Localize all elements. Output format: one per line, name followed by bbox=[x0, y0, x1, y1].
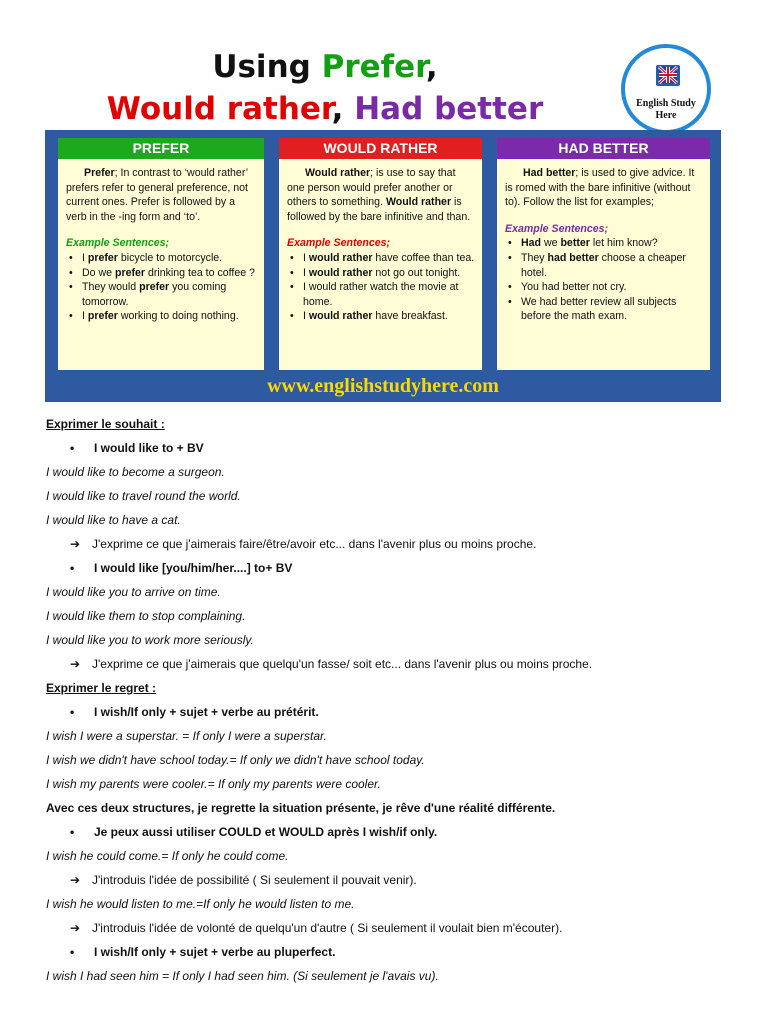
text-run: have breakfast. bbox=[372, 310, 448, 323]
rule-would-like-to: • I would like to + BV bbox=[70, 441, 204, 455]
text-run: I bbox=[303, 251, 309, 264]
note-line: ➔ J'exprime ce que j'aimerais que quelqu'un fasse/ soit etc... dans l'avenir plus ou moins proche. bbox=[70, 657, 593, 671]
text-run: let him know? bbox=[589, 237, 658, 250]
example-line: I wish he could come.= If only he could come. bbox=[46, 849, 289, 863]
list-item bbox=[66, 280, 258, 309]
list-item bbox=[287, 309, 476, 324]
text-run: I bbox=[82, 310, 88, 323]
bullet-icon: • bbox=[70, 825, 75, 839]
summary-line: Avec ces deux structures, je regrette la situation présente, je rêve d'une réalité différente. bbox=[46, 801, 556, 815]
text-run: Do we bbox=[82, 266, 115, 279]
text-run: you coming tomorrow. bbox=[82, 281, 227, 308]
title-comma-2: , bbox=[331, 91, 355, 127]
example-line: I would like to travel round the world. bbox=[46, 489, 241, 503]
text-run: We had better review all subjects before the math exam. bbox=[521, 295, 677, 323]
card-would-rather-examples bbox=[287, 251, 476, 324]
example-line: I wish I were a superstar. = If only I were a superstar. bbox=[46, 729, 327, 743]
example-line: I wish my parents were cooler.= If only my parents were cooler. bbox=[46, 777, 381, 791]
arrow-right-icon: ➔ bbox=[70, 657, 81, 671]
website-url: www.englishstudyhere.com bbox=[267, 375, 499, 397]
logo-text bbox=[625, 98, 707, 122]
list-item bbox=[66, 251, 258, 266]
text-run: I bbox=[303, 266, 309, 279]
title-would-rather: Would rather bbox=[106, 91, 332, 127]
book-flag-icon bbox=[655, 62, 681, 88]
text-run: ; In contrast to ‘would rather’ prefers refer to general preference, not current ones. Prefer is followed by a verb in the -ing form and ‘to’. bbox=[66, 167, 248, 223]
note-line: ➔ J'introduis l'idée de volonté de quelqu'un d'autre ( Si seulement il voulait bien m'écouter). bbox=[70, 921, 563, 935]
text-run: is followed by the bare infinitive and than. bbox=[287, 196, 471, 223]
example-line: I would like them to stop complaining. bbox=[46, 609, 246, 623]
card-would-rather-examples-heading: Example Sentences; bbox=[287, 237, 391, 250]
emphasis-text: prefer bbox=[87, 251, 118, 264]
text-run: I would rather watch the movie at home. bbox=[303, 281, 459, 308]
bullet-icon: • bbox=[70, 945, 75, 959]
emphasis-text: Had better bbox=[523, 167, 576, 179]
emphasis-text: Prefer bbox=[84, 167, 115, 179]
bullet-icon: • bbox=[70, 705, 75, 719]
heading-souhait: Exprimer le souhait : bbox=[46, 417, 165, 431]
example-line: I would like you to arrive on time. bbox=[46, 585, 221, 599]
card-would-rather-intro bbox=[287, 166, 476, 224]
emphasis-text: would rather bbox=[308, 251, 373, 264]
card-prefer-intro bbox=[66, 166, 258, 224]
example-line: I wish we didn't have school today.= If only we didn't have school today. bbox=[46, 753, 425, 767]
logo-text-line-2: Here bbox=[655, 110, 677, 121]
title-comma-1: , bbox=[425, 49, 438, 85]
card-had-better-title: HAD BETTER bbox=[497, 138, 710, 159]
emphasis-text: Had bbox=[521, 237, 542, 250]
list-item bbox=[505, 295, 704, 324]
card-prefer-title: PREFER bbox=[58, 138, 264, 159]
arrow-right-icon: ➔ bbox=[70, 873, 81, 887]
emphasis-text: prefer bbox=[114, 266, 146, 279]
example-line: I would like you to work more seriously. bbox=[46, 633, 254, 647]
example-line: I would like to have a cat. bbox=[46, 513, 181, 527]
text-run: They bbox=[521, 251, 548, 264]
note-line: ➔ J'exprime ce que j'aimerais faire/être/avoir etc... dans l'avenir plus ou moins proche. bbox=[70, 537, 537, 551]
rule-wish-preterit: • I wish/If only + sujet + verbe au prétérit. bbox=[70, 705, 319, 719]
list-item bbox=[505, 251, 704, 280]
text-run: ; is use to say that one person would prefer another or others to something. bbox=[287, 167, 456, 209]
card-had-better bbox=[497, 138, 710, 370]
text-run: not go out tonight. bbox=[372, 266, 461, 279]
title-prefer: Prefer bbox=[321, 49, 426, 85]
list-item bbox=[287, 266, 476, 281]
emphasis-text: better bbox=[560, 237, 590, 250]
list-item bbox=[505, 236, 704, 251]
card-prefer bbox=[58, 138, 264, 370]
title-had-better: Had better bbox=[354, 91, 544, 127]
emphasis-text: Would rather bbox=[305, 167, 371, 179]
document-body bbox=[46, 415, 736, 991]
rule-wish-pluperfect: • I wish/If only + sujet + verbe au pluperfect. bbox=[70, 945, 336, 959]
english-study-here-logo bbox=[621, 44, 711, 134]
rule-would-like-someone-to: • I would like [you/him/her....] to+ BV bbox=[70, 561, 293, 575]
list-item bbox=[287, 251, 476, 266]
list-item bbox=[66, 309, 258, 324]
example-line: I wish he would listen to me.=If only he would listen to me. bbox=[46, 897, 355, 911]
text-run: ; is used to give advice. It is romed with the bare infinitive (without to). Follow the list for examples; bbox=[505, 167, 695, 209]
bullet-icon: • bbox=[70, 561, 75, 575]
title-using: Using bbox=[212, 49, 322, 85]
text-run: I bbox=[82, 251, 88, 264]
rule-could-would: • Je peux aussi utiliser COULD et WOULD après I wish/if only. bbox=[70, 825, 438, 839]
text-run: working to doing nothing. bbox=[117, 310, 239, 323]
card-had-better-examples-heading: Example Sentences; bbox=[505, 222, 609, 235]
list-item bbox=[287, 280, 476, 309]
card-had-better-examples bbox=[505, 236, 704, 324]
logo-text-line-1: English Study bbox=[636, 98, 696, 109]
arrow-right-icon: ➔ bbox=[70, 537, 81, 551]
note-line: ➔ J'introduis l'idée de possibilité ( Si seulement il pouvait venir). bbox=[70, 873, 417, 887]
emphasis-text: prefer bbox=[87, 310, 118, 323]
text-run: we bbox=[541, 237, 561, 250]
arrow-right-icon: ➔ bbox=[70, 921, 81, 935]
text-run: I bbox=[303, 310, 309, 323]
emphasis-text: had better bbox=[547, 251, 599, 264]
card-prefer-examples-heading: Example Sentences; bbox=[66, 237, 170, 250]
list-item bbox=[505, 280, 704, 295]
card-prefer-examples bbox=[66, 251, 258, 324]
card-would-rather bbox=[279, 138, 482, 370]
bullet-icon: • bbox=[70, 441, 75, 455]
infographic-title-line-2 bbox=[40, 91, 610, 127]
grammar-panel bbox=[45, 130, 721, 402]
card-had-better-intro bbox=[505, 166, 704, 210]
emphasis-text: Would rather bbox=[385, 196, 452, 209]
emphasis-text: would rather bbox=[308, 310, 373, 323]
text-run: bicycle to motorcycle. bbox=[117, 251, 223, 264]
text-run: You had better not cry. bbox=[521, 281, 627, 294]
example-line: I wish I had seen him = If only I had seen him. (Si seulement je l'avais vu). bbox=[46, 969, 439, 983]
example-line: I would like to become a surgeon. bbox=[46, 465, 225, 479]
text-run: choose a cheaper hotel. bbox=[521, 251, 686, 279]
infographic-title-line-1 bbox=[40, 49, 610, 85]
list-item bbox=[66, 266, 258, 281]
text-run: drinking tea to coffee ? bbox=[145, 266, 255, 279]
emphasis-text: would rather bbox=[308, 266, 373, 279]
card-would-rather-title: WOULD RATHER bbox=[279, 138, 482, 159]
heading-regret: Exprimer le regret : bbox=[46, 681, 157, 695]
emphasis-text: prefer bbox=[139, 281, 170, 294]
text-run: have coffee than tea. bbox=[372, 251, 475, 264]
text-run: They would bbox=[82, 281, 140, 294]
